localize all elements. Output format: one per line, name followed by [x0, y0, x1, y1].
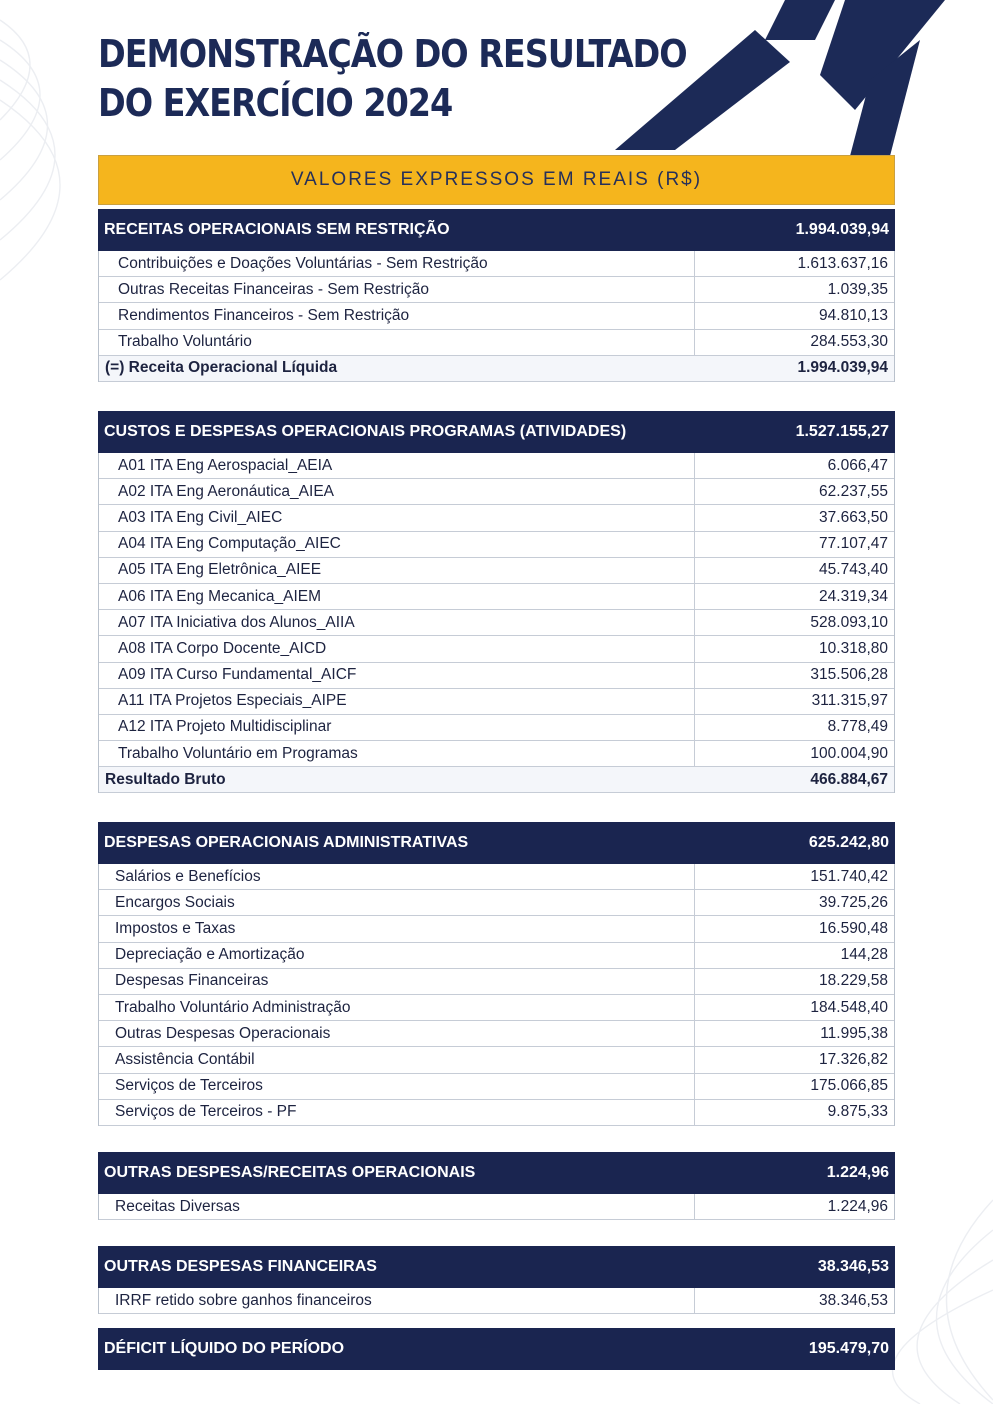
table-row — [99, 1194, 894, 1220]
section-title: DESPESAS OPERACIONAIS ADMINISTRATIVAS — [104, 834, 469, 851]
table-row — [99, 453, 894, 479]
row-value: 10.318,80 — [819, 639, 888, 657]
row-label: A01 ITA Eng Aerospacial_AEIA — [99, 453, 695, 478]
row-label: Trabalho Voluntário em Programas — [99, 741, 695, 766]
row-label: Trabalho Voluntário Administração — [99, 995, 695, 1020]
table-row — [99, 689, 894, 715]
section-total: 195.479,70 — [808, 1340, 889, 1357]
row-label: Serviços de Terceiros - PF — [99, 1100, 695, 1125]
row-value: 94.810,13 — [819, 306, 888, 324]
summary-label: (=) Receita Operacional Líquida — [105, 359, 338, 377]
table-row — [99, 277, 894, 303]
row-label: Trabalho Voluntário — [99, 330, 695, 355]
row-label: Outras Despesas Operacionais — [99, 1021, 695, 1046]
row-label: A11 ITA Projetos Especiais_AIPE — [99, 689, 695, 714]
row-label: Impostos e Taxas — [99, 916, 695, 941]
table-row — [99, 330, 894, 356]
section-header — [98, 1152, 895, 1194]
row-value: 16.590,48 — [819, 919, 888, 937]
summary-row — [99, 767, 894, 793]
row-label: A02 ITA Eng Aeronáutica_AIEA — [99, 479, 695, 504]
row-label: A04 ITA Eng Computação_AIEC — [99, 532, 695, 557]
table-row — [99, 969, 894, 995]
row-label: A07 ITA Iniciativa dos Alunos_AIIA — [99, 610, 695, 635]
section-outras-receitas — [98, 1152, 895, 1220]
section-title: OUTRAS DESPESAS/RECEITAS OPERACIONAIS — [104, 1164, 476, 1181]
section-custos-programas — [98, 411, 895, 793]
section-title: RECEITAS OPERACIONAIS SEM RESTRIÇÃO — [104, 221, 450, 238]
row-value: 151.740,42 — [810, 867, 888, 885]
table-row — [99, 1047, 894, 1073]
section-total: 1.224,96 — [826, 1164, 889, 1181]
section-title: OUTRAS DESPESAS FINANCEIRAS — [104, 1258, 377, 1275]
section-total: 38.346,53 — [817, 1258, 889, 1275]
section-despesas-administrativas — [98, 822, 895, 1126]
row-value: 6.066,47 — [827, 456, 888, 474]
row-value: 175.066,85 — [810, 1077, 888, 1095]
row-value: 24.319,34 — [819, 587, 888, 605]
table-row — [99, 505, 894, 531]
row-label: A03 ITA Eng Civil_AIEC — [99, 505, 695, 530]
table-row — [99, 479, 894, 505]
row-label: Serviços de Terceiros — [99, 1074, 695, 1099]
row-value: 37.663,50 — [819, 508, 888, 526]
row-label: A06 ITA Eng Mecanica_AIEM — [99, 584, 695, 609]
row-label: A09 ITA Curso Fundamental_AICF — [99, 663, 695, 688]
table-row — [99, 610, 894, 636]
summary-row — [99, 356, 894, 382]
section-receitas — [98, 209, 895, 382]
table-row — [99, 1074, 894, 1100]
row-value: 77.107,47 — [819, 535, 888, 553]
section-title: CUSTOS E DESPESAS OPERACIONAIS PROGRAMAS (ATIVIDADES) — [104, 423, 627, 440]
row-label: A08 ITA Corpo Docente_AICD — [99, 636, 695, 661]
table-row — [99, 663, 894, 689]
row-label: Despesas Financeiras — [99, 969, 695, 994]
row-value: 311.315,97 — [811, 692, 888, 710]
row-value: 184.548,40 — [810, 998, 888, 1016]
row-value: 284.553,30 — [810, 333, 888, 351]
row-value: 528.093,10 — [810, 613, 888, 631]
table-row — [99, 995, 894, 1021]
section-outras-despesas-financeiras — [98, 1246, 895, 1314]
section-header — [98, 1246, 895, 1288]
section-deficit-liquido — [98, 1328, 895, 1370]
row-label: Outras Receitas Financeiras - Sem Restrição — [99, 277, 695, 302]
section-total: 1.527.155,27 — [795, 423, 889, 440]
section-total: 625.242,80 — [808, 834, 889, 851]
row-value: 1.613.637,16 — [797, 254, 888, 272]
table-row — [99, 1021, 894, 1047]
summary-value: 1.994.039,94 — [797, 359, 888, 377]
row-label: Encargos Sociais — [99, 890, 695, 915]
row-value: 11.995,38 — [820, 1024, 888, 1042]
section-header — [98, 1328, 895, 1370]
row-value: 45.743,40 — [819, 561, 888, 579]
row-label: Receitas Diversas — [99, 1194, 695, 1219]
row-value: 17.326,82 — [819, 1050, 888, 1068]
section-header — [98, 209, 895, 251]
title-line-1: DEMONSTRAÇÃO DO RESULTADO — [98, 32, 687, 76]
table-row — [99, 943, 894, 969]
table-row — [99, 558, 894, 584]
row-label: Assistência Contábil — [99, 1047, 695, 1072]
title-line-2: DO EXERCÍCIO 2024 — [98, 81, 453, 125]
table-row — [99, 1288, 894, 1314]
table-row — [99, 890, 894, 916]
row-label: Salários e Benefícios — [99, 864, 695, 889]
row-value: 1.224,96 — [827, 1197, 888, 1215]
table-row — [99, 584, 894, 610]
row-value: 62.237,55 — [819, 482, 888, 500]
table-row — [99, 251, 894, 277]
table-row — [99, 303, 894, 329]
row-label: Rendimentos Financeiros - Sem Restrição — [99, 303, 695, 328]
section-header — [98, 822, 895, 864]
table-row — [99, 636, 894, 662]
row-value: 39.725,26 — [819, 893, 888, 911]
summary-value: 466.884,67 — [810, 770, 888, 788]
currency-banner: VALORES EXPRESSOS EM REAIS (R$) — [98, 155, 895, 205]
row-label: Depreciação e Amortização — [99, 943, 695, 968]
table-row — [99, 916, 894, 942]
summary-label: Resultado Bruto — [105, 770, 226, 788]
table-row — [99, 741, 894, 767]
section-total: 1.994.039,94 — [795, 221, 889, 238]
table-row — [99, 864, 894, 890]
section-title: DÉFICIT LÍQUIDO DO PERÍODO — [104, 1340, 345, 1357]
row-value: 8.778,49 — [827, 718, 888, 736]
row-value: 1.039,35 — [827, 280, 888, 298]
row-label: A05 ITA Eng Eletrônica_AIEE — [99, 558, 695, 583]
row-value: 18.229,58 — [819, 972, 888, 990]
row-value: 38.346,53 — [819, 1291, 888, 1309]
page-title — [98, 30, 687, 128]
row-label: A12 ITA Projeto Multidisciplinar — [99, 715, 695, 740]
table-row — [99, 1100, 894, 1126]
table-row — [99, 715, 894, 741]
table-row — [99, 532, 894, 558]
row-label: Contribuições e Doações Voluntárias - Sem Restrição — [99, 251, 695, 276]
row-value: 100.004,90 — [810, 744, 888, 762]
row-label: IRRF retido sobre ganhos financeiros — [99, 1288, 695, 1313]
row-value: 9.875,33 — [827, 1103, 888, 1121]
row-value: 144,28 — [840, 946, 888, 964]
section-header — [98, 411, 895, 453]
row-value: 315.506,28 — [810, 666, 888, 684]
